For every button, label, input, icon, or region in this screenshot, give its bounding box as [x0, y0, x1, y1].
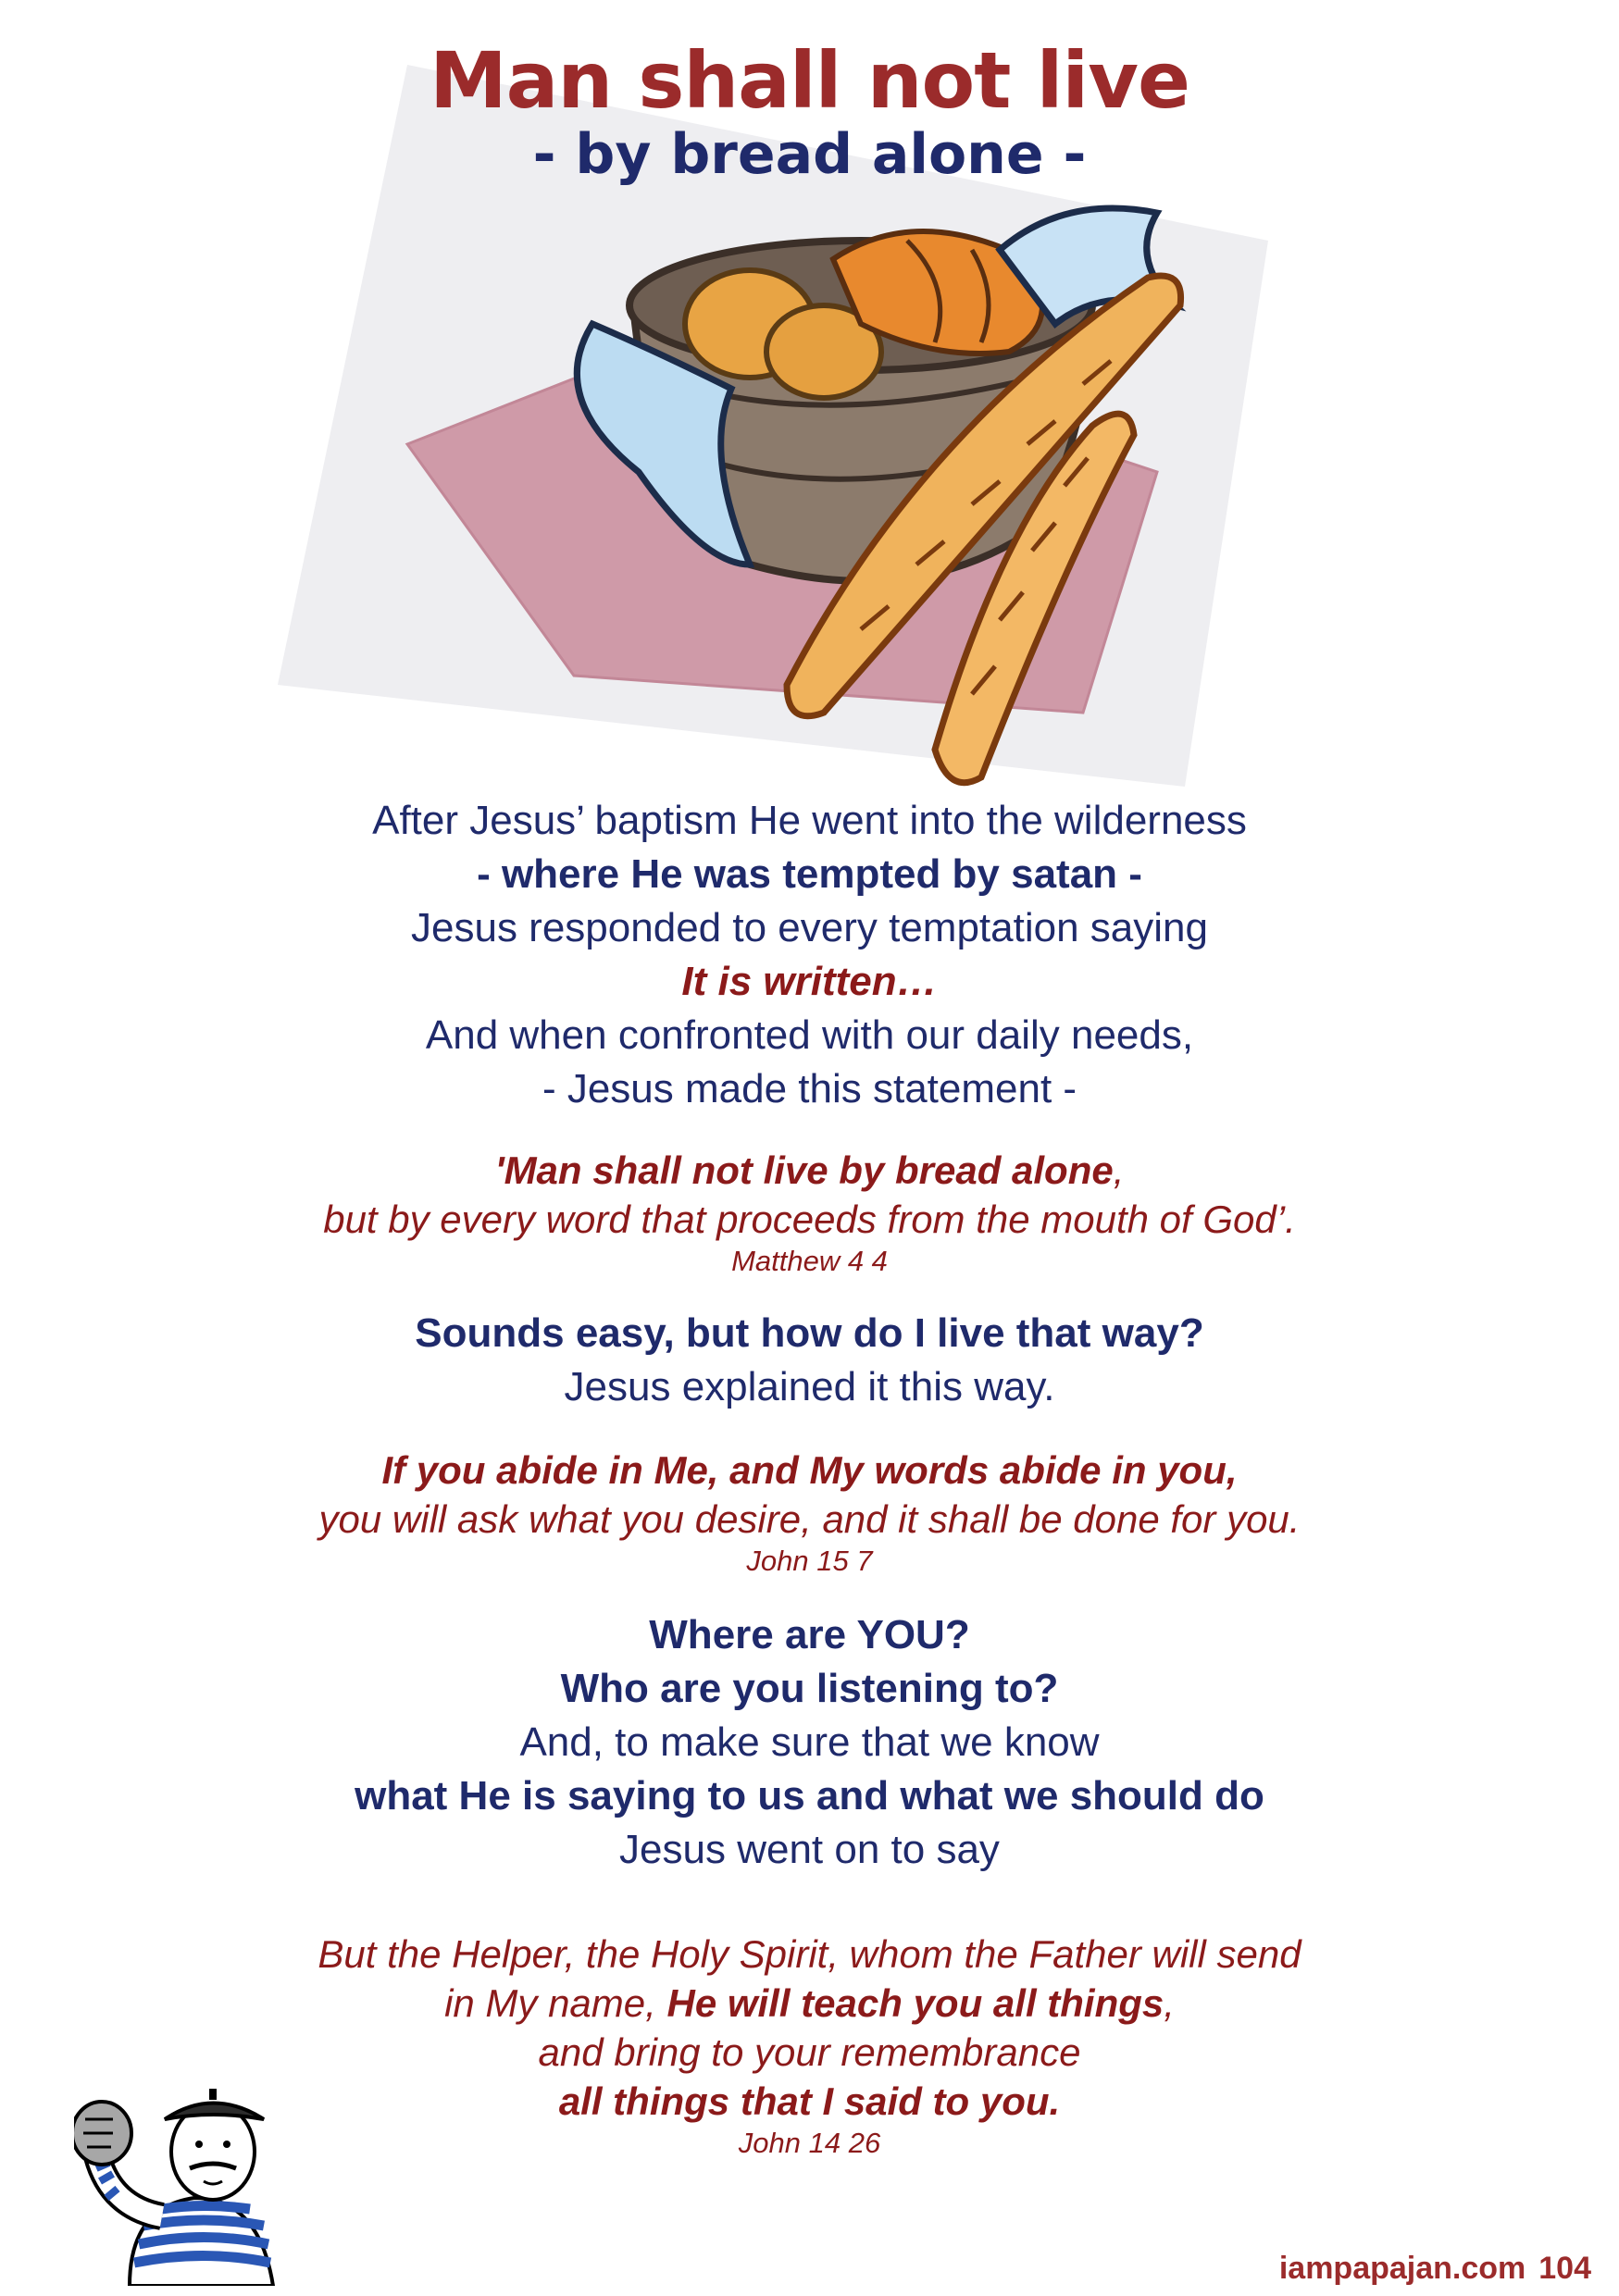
quote-john-14-line-2-pre: in My name, [444, 1981, 667, 2025]
quote-matthew-line-1-tail: , [1113, 1148, 1125, 1192]
challenge-block [0, 1608, 1619, 1877]
footer-site: iampapajan.com [1278, 2251, 1526, 2286]
question-line-1: Sounds easy, but how do I live that way? [415, 1310, 1204, 1356]
quote-john-15-line-1: If you abide in Me, and My words abide in you, [381, 1448, 1238, 1492]
challenge-line-2: Who are you listening to? [560, 1666, 1059, 1711]
quote-john-14-line-3: and bring to your remembrance [538, 2030, 1081, 2074]
quote-matthew-line-2: but by every word that proceeds from the mouth of God’. [323, 1198, 1296, 1241]
quote-matthew-ref: Matthew 4 4 [731, 1245, 888, 1277]
question-block [0, 1307, 1619, 1414]
intro-line-1: After Jesus’ baptism He went into the wilderness [372, 798, 1247, 843]
challenge-line-3: And, to make sure that we know [519, 1719, 1100, 1765]
quote-matthew-line-1: 'Man shall not live by bread alone [494, 1148, 1114, 1192]
page-title: Man shall not live [430, 35, 1189, 126]
page-subtitle: - by bread alone - [532, 122, 1087, 187]
quote-john-14-line-2-post: , [1164, 1981, 1175, 2025]
intro-line-6: - Jesus made this statement - [542, 1066, 1077, 1111]
footer [1266, 2251, 1591, 2287]
challenge-line-5: Jesus went on to say [619, 1827, 1000, 1872]
quote-john-14-line-2-bold: He will teach you all things [666, 1981, 1164, 2025]
challenge-line-1: Where are YOU? [649, 1612, 970, 1657]
intro-line-2: - where He was tempted by satan - [477, 851, 1142, 897]
intro-line-5: And when confronted with our daily needs, [425, 1012, 1194, 1058]
quote-john-15-line-2: you will ask what you desire, and it shall be done for you. [318, 1497, 1301, 1541]
intro-block [0, 794, 1619, 1116]
quote-john-15-ref: John 15 7 [746, 1545, 873, 1577]
quote-john-14-ref: John 14 26 [738, 2127, 881, 2159]
quote-john-14-line-4: all things that I said to you. [558, 2079, 1061, 2123]
cartoon-man-icon [74, 2068, 333, 2286]
quote-john-14-line-1: But the Helper, the Holy Spirit, whom the Father will send [318, 1932, 1301, 1976]
question-line-2: Jesus explained it this way. [564, 1364, 1055, 1409]
quote-matthew [0, 1146, 1619, 1279]
quote-john-15 [0, 1446, 1619, 1579]
intro-line-3: Jesus responded to every temptation saying [411, 905, 1208, 950]
challenge-line-4: what He is saying to us and what we should do [355, 1773, 1264, 1818]
footer-page-number: 104 [1538, 2251, 1591, 2286]
intro-line-4: It is written… [681, 959, 938, 1004]
